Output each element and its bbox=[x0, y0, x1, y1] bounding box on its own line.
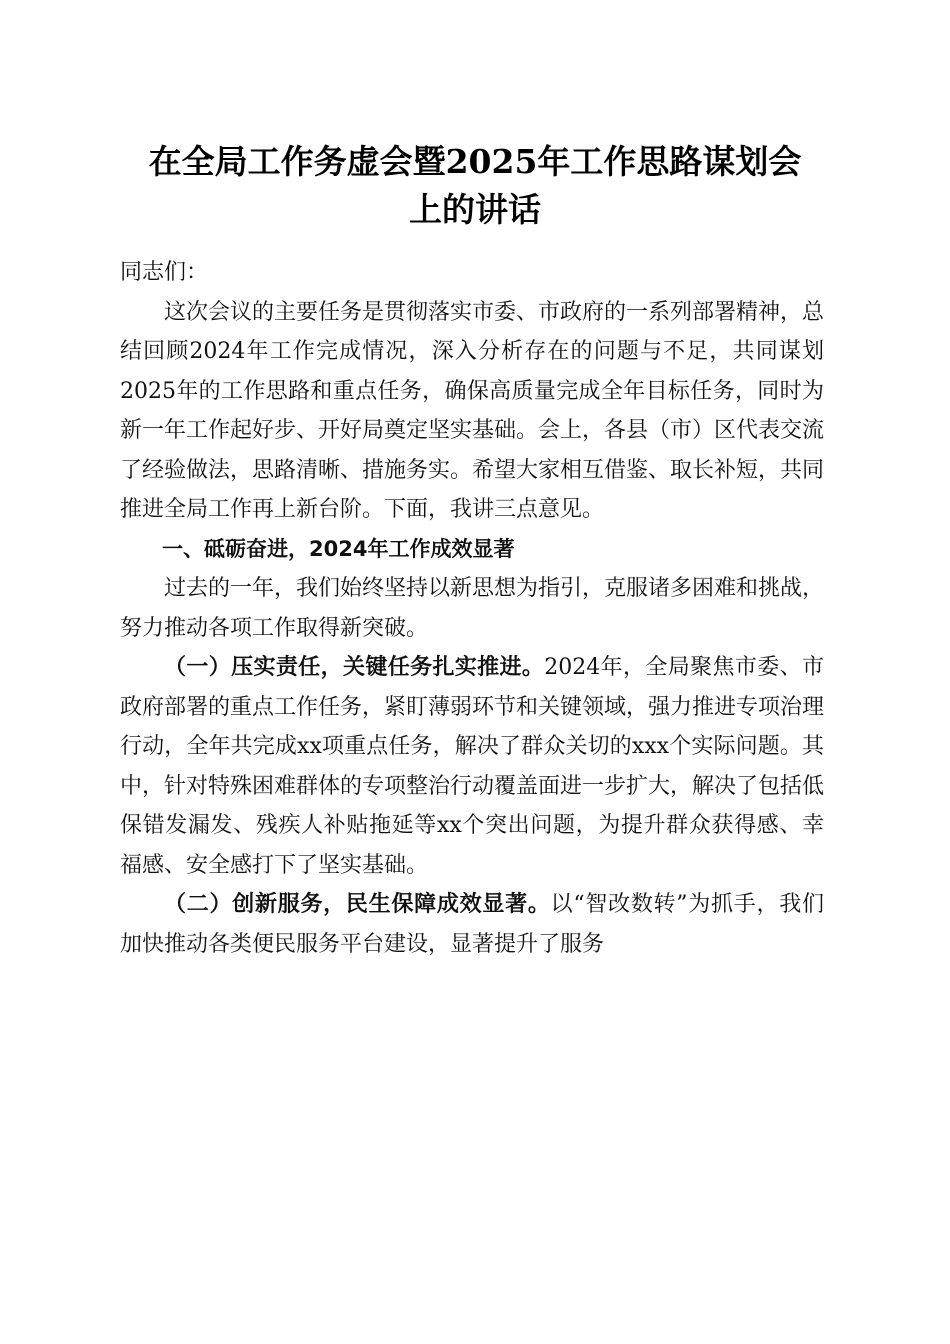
document-body bbox=[120, 253, 824, 964]
document-title bbox=[120, 138, 830, 234]
subsection-2-heading: （二）创新服务，民生保障成效显著。 bbox=[164, 891, 551, 917]
title-line-1: 在全局工作务虚会暨2025年工作思路谋划会 bbox=[148, 142, 802, 181]
salutation: 同志们： bbox=[120, 260, 209, 285]
subsection-1-text: 2024年，全局聚焦市委、市政府部署的重点工作任务，紧盯薄弱环节和关键领域，强力推进专项治理行动，全年共完成xx项重点任务，解决了群众关切的xxx个实际问题。其中，针对特殊困难群体的专项整治行动覆盖面进一步扩大，解决了包括低保错发漏发、残疾人补贴拖延等xx个突出问题，为提升群众获得感、幸福感、安全感打下了坚实基础。 bbox=[120, 655, 825, 878]
subsection-1-heading: （一）压实责任，关键任务扎实推进。 bbox=[164, 654, 545, 680]
title-line-2: 上的讲话 bbox=[409, 190, 541, 229]
section-1-intro: 过去的一年，我们始终坚持以新思想为指引，克服诸多困难和挑战，努力推动各项工作取得新突破。 bbox=[120, 576, 825, 641]
subsection-2-text: 以“智改数转”为抓手，我们加快推动各类便民服务平台建设，显著提升了服务 bbox=[120, 892, 824, 957]
subsection-1-paragraph bbox=[120, 648, 824, 885]
subsection-2-paragraph bbox=[120, 885, 824, 964]
intro-paragraph: 这次会议的主要任务是贯彻落实市委、市政府的一系列部署精神，总结回顾2024年工作完成情况，深入分析存在的问题与不足，共同谋划2025年的工作思路和重点任务，确保高质量完成全年目标任务，同时为新一年工作起好步、开好局奠定坚实基础。会上，各县（市）区代表交流了经验做法，思路清晰、措施务实。希望大家相互借鉴、取长补短，共同推进全局工作再上新台阶。下面，我讲三点意见。 bbox=[120, 299, 825, 522]
section-1-heading: 一、砥砺奋进，2024年工作成效显著 bbox=[162, 536, 515, 561]
